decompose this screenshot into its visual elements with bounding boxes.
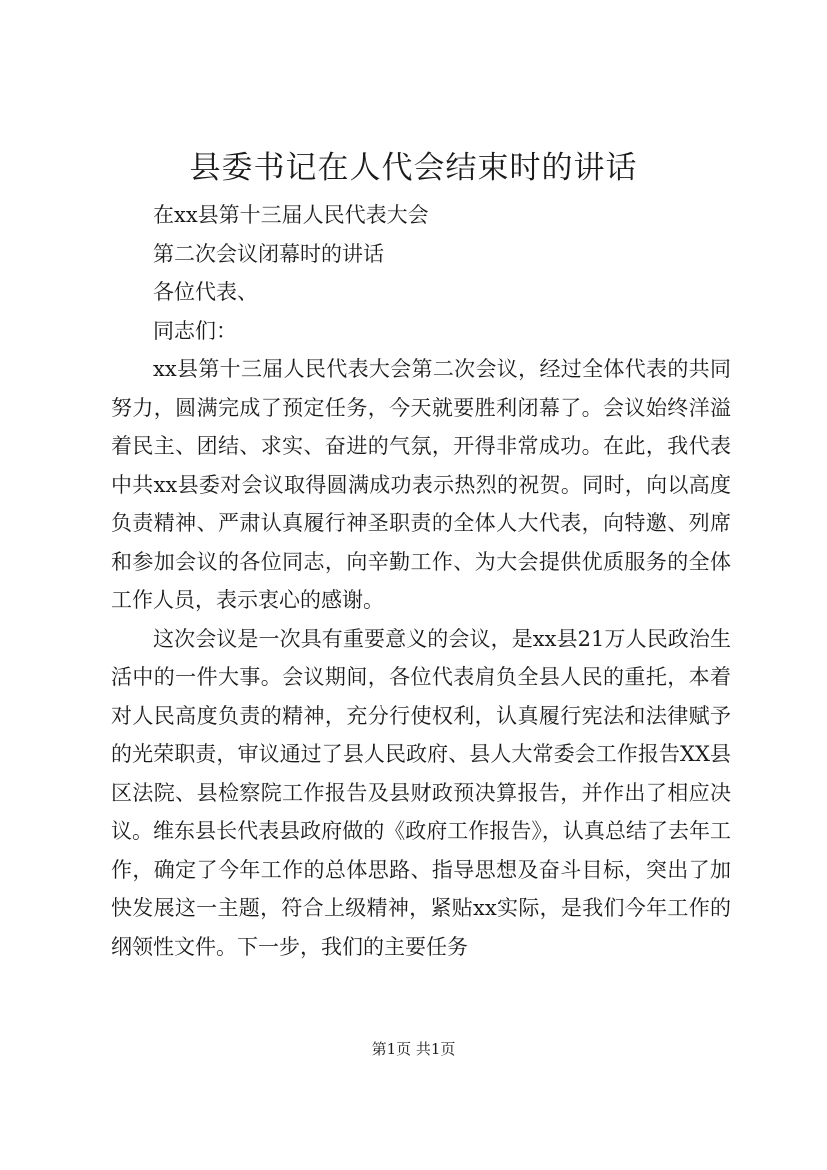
paragraph-body: xx县第十三届人民代表大会第二次会议，经过全体代表的共同努力，圆满完成了预定任务，今天就要胜利闭幕了。会议始终洋溢着民主、团结、求实、奋进的气氛，开得非常成功。在此，我代表中共xx县委对会议取得圆满成功表示热烈的祝贺。同时，向以高度负责精神、严肃认真履行神圣职责的全体人大代表，向特邀、列席和参加会议的各位同志，向辛勤工作、为大会提供优质服务的全体工作人员，表示衷心的感谢。 — [111, 357, 731, 612]
paragraph-salutation-comrades: 同志们： — [153, 318, 237, 343]
paragraph-venue: 在xx县第十三届人民代表大会 — [153, 203, 429, 227]
document-title: 县委书记在人代会结束时的讲话 — [189, 150, 638, 186]
paragraph-body: 这次会议是一次具有重要意义的会议，是xx县21万人民政治生活中的一件大事。会议期间，各位代表肩负全县人民的重托，本着对人民高度负责的精神，充分行使权利，认真履行宪法和法律赋予的光荣职责，审议通过了县人民政府、县人大常委会工作报告XX县区法院、县检察院工作报告及县财政预决算报告，并作出了相应决议。维东县长代表县政府做的《政府工作报告》，认真总结了去年工作，确定了今年工作的总体思路、指导思想及奋斗目标，突出了加快发展这一主题，符合上级精神，紧贴xx实际，是我们今年工作的纲领性文件。下一步，我们的主要任务 — [111, 626, 731, 959]
page-number-footer: 第1页 共1页 — [371, 1040, 456, 1058]
document-body — [111, 196, 731, 966]
paragraph-occasion: 第二次会议闭幕时的讲话 — [153, 241, 384, 266]
paragraph-salutation-delegates: 各位代表、 — [153, 280, 258, 304]
